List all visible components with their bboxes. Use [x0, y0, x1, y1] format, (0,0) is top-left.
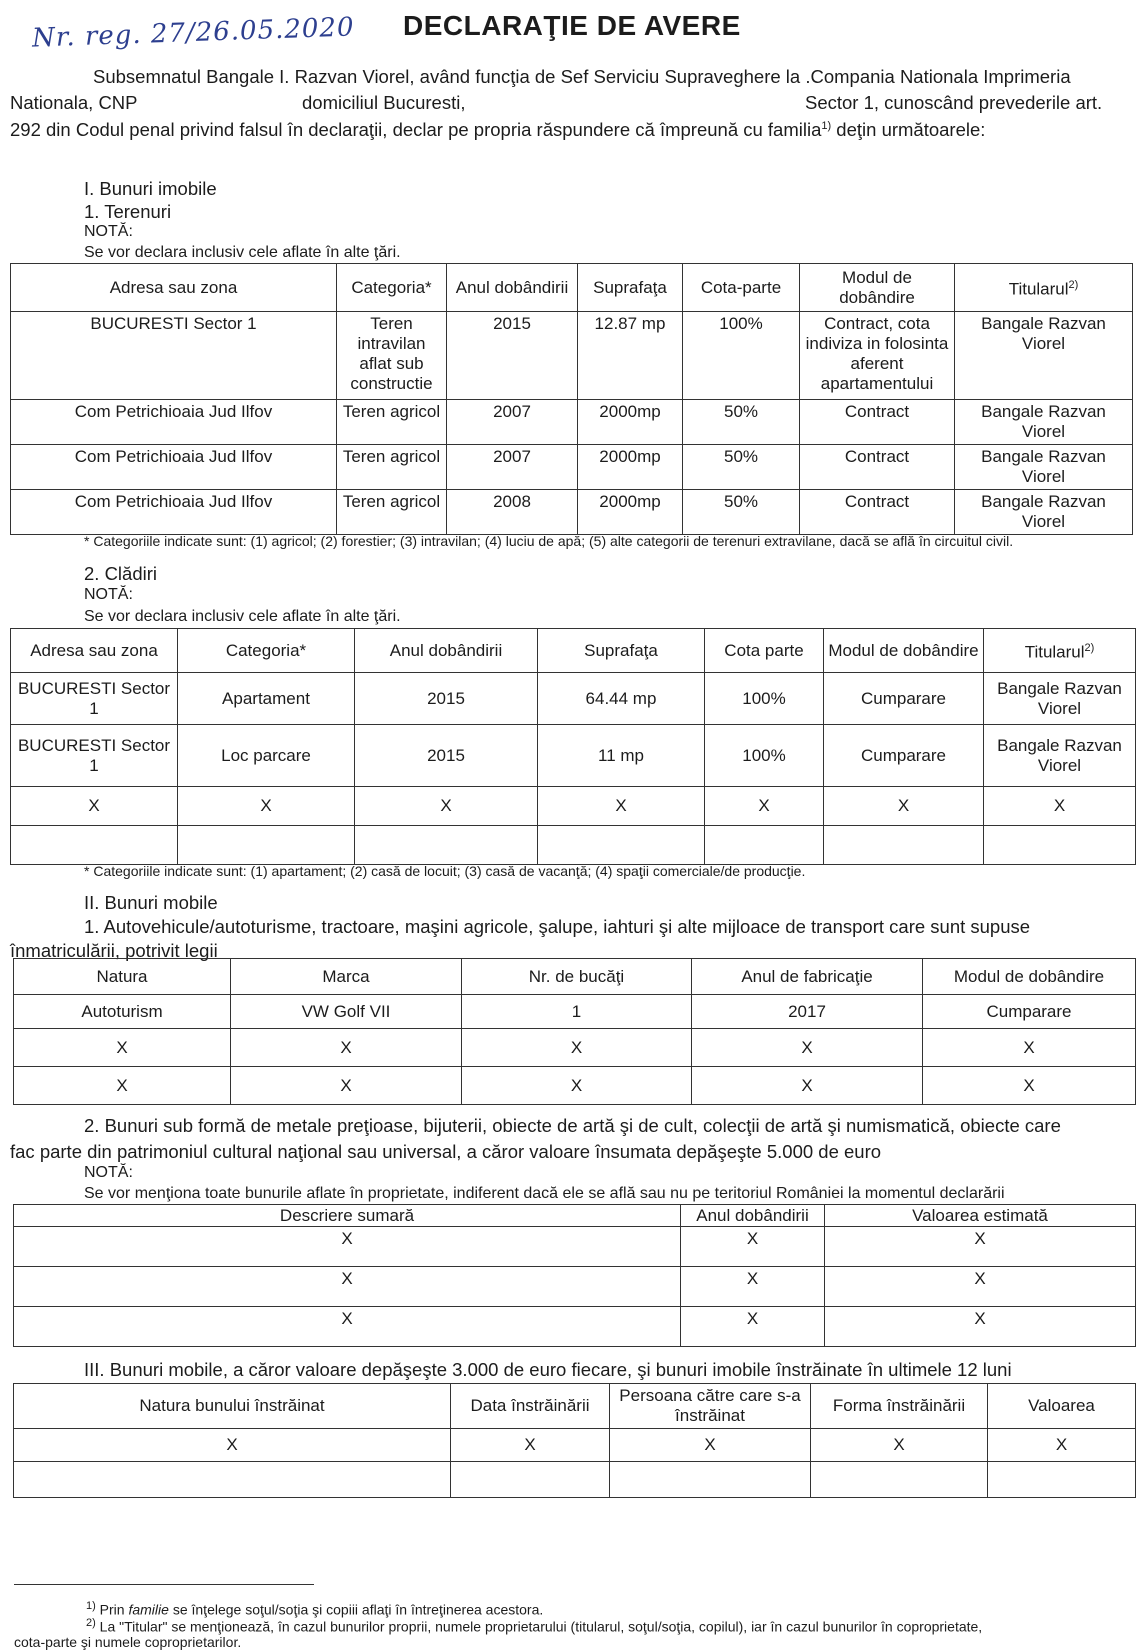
terenuri-footnote: * Categoriile indicate sunt: (1) agricol; (2) forestier; (3) intravilan; (4) luciu de apă; (5) alte categorii de terenuri extravilane, dacă se află în circuitul civil. [84, 533, 1014, 549]
table-cell: Bangale Razvan Viorel [955, 490, 1133, 535]
table-cell: Com Petrichioaia Jud Ilfov [11, 445, 337, 490]
nota-text: Se vor declara inclusiv cele aflate în alte ţări. [84, 244, 401, 261]
table-header-row [14, 1384, 1136, 1429]
table-cell: VW Golf VII [231, 995, 462, 1029]
table-cell: X [825, 1227, 1136, 1267]
table-cell: X [681, 1227, 825, 1267]
table-cell: X [681, 1307, 825, 1347]
table-cell: X [14, 1227, 681, 1267]
table-cell: X [811, 1429, 988, 1462]
column-header: Modul de dobândire [923, 959, 1136, 995]
table-cell: 2015 [355, 725, 538, 787]
table-cell: 100% [705, 673, 824, 725]
table-cell: 2007 [447, 400, 578, 445]
table-cell: 2000mp [578, 490, 683, 535]
table-cell: Contract [800, 490, 955, 535]
page-title: DECLARAŢIE DE AVERE [403, 10, 741, 41]
column-header: Anul dobândirii [355, 629, 538, 673]
table-cell: Contract, cota indiviza in folosinta aferent apartamentului [800, 312, 955, 400]
table-cell: X [705, 787, 824, 826]
table-cell: Com Petrichioaia Jud Ilfov [11, 490, 337, 535]
table-cell: Bangale Razvan Viorel [984, 673, 1136, 725]
intro-line-2a: Nationala, CNP [10, 92, 138, 113]
table-cell: 2015 [447, 312, 578, 400]
bunuri-pretioase-line-2: fac parte din patrimoniul cultural naţional sau universal, a căror valoare însumata depăşeşte 5.000 de euro [10, 1141, 882, 1162]
table-cell: X [231, 1029, 462, 1067]
table-cell [355, 826, 538, 865]
table-cell [14, 1462, 451, 1498]
table-row [11, 787, 1136, 826]
table-cell: X [692, 1029, 923, 1067]
autovehicule-table [13, 958, 1136, 1105]
column-header: Cota parte [705, 629, 824, 673]
table-row [14, 1429, 1136, 1462]
table-row [11, 490, 1133, 535]
column-header: Forma înstrăinării [811, 1384, 988, 1429]
table-row [11, 445, 1133, 490]
intro-line-3: 292 din Codul penal privind falsul în declaraţii, declar pe propria răspundere că împreună cu familia$^{1)}$ deţin următoarele: [10, 119, 986, 141]
instrainate-table [13, 1383, 1136, 1498]
column-header: Persoana către care s-a înstrăinat [610, 1384, 811, 1429]
footnote-2-line-1: $^{2)}$ La "Titular" se menţionează, în cazul bunurilor proprii, numele proprietarului (titularul, soţul/soţia, copilul), iar în cazul bunurilor în coproprietate, [86, 1617, 983, 1635]
table-row [14, 995, 1136, 1029]
table-header-row [11, 264, 1133, 312]
bunuri-pretioase-line-1: 2. Bunuri sub formă de metale preţioase, bijuterii, obiecte de artă şi de cult, colecţii de artă şi numismatică, obiecte care [84, 1115, 1061, 1136]
column-header: Marca [231, 959, 462, 995]
table-row [14, 1307, 1136, 1347]
terenuri-table [10, 263, 1133, 535]
table-cell: X [14, 1429, 451, 1462]
column-header: Data înstrăinării [451, 1384, 610, 1429]
table-cell: Bangale Razvan Viorel [955, 312, 1133, 400]
footnote-2-line-2: cota-parte şi numele coproprietarilor. [14, 1634, 242, 1650]
registration-handwritten-note: Nr. reg. 27/26.05.2020 [31, 12, 355, 54]
table-cell: X [923, 1029, 1136, 1067]
table-cell [824, 826, 984, 865]
table-cell: Teren agricol [337, 490, 447, 535]
table-cell: X [462, 1067, 692, 1105]
column-header: Titularul$^{2)}$ [984, 629, 1136, 673]
bunuri-pretioase-table [13, 1204, 1136, 1347]
table-header-row [14, 1205, 1136, 1227]
table-cell: Apartament [178, 673, 355, 725]
column-header: Adresa sau zona [11, 629, 178, 673]
column-header: Nr. de bucăţi [462, 959, 692, 995]
table-cell: X [681, 1267, 825, 1307]
column-header: Natura [14, 959, 231, 995]
column-header: Adresa sau zona [11, 264, 337, 312]
table-row [11, 673, 1136, 725]
column-header: Modul de dobândire [824, 629, 984, 673]
table-cell: X [988, 1429, 1136, 1462]
table-cell: X [231, 1067, 462, 1105]
subsection-cladiri: 2. Clădiri [84, 563, 157, 584]
footnote-divider [14, 1584, 314, 1585]
table-row [14, 1267, 1136, 1307]
table-cell: Loc parcare [178, 725, 355, 787]
table-cell: Teren intravilan aflat sub constructie [337, 312, 447, 400]
column-header: Categoria* [178, 629, 355, 673]
column-header: Valoarea estimată [825, 1205, 1136, 1227]
table-cell: 100% [683, 312, 800, 400]
table-cell: X [462, 1029, 692, 1067]
table-cell: Teren agricol [337, 400, 447, 445]
table-cell: 64.44 mp [538, 673, 705, 725]
table-row [14, 1462, 1136, 1498]
table-row [11, 400, 1133, 445]
column-header: Categoria* [337, 264, 447, 312]
cladiri-table [10, 628, 1136, 865]
table-cell: BUCURESTI Sector 1 [11, 725, 178, 787]
table-cell: Contract [800, 445, 955, 490]
table-cell: 12.87 mp [578, 312, 683, 400]
table-cell [811, 1462, 988, 1498]
table-cell: X [14, 1067, 231, 1105]
table-cell: X [14, 1307, 681, 1347]
table-cell [984, 826, 1136, 865]
table-cell: 50% [683, 490, 800, 535]
column-header: Anul dobândirii [681, 1205, 825, 1227]
table-row [14, 1029, 1136, 1067]
table-cell: Contract [800, 400, 955, 445]
table-cell: Com Petrichioaia Jud Ilfov [11, 400, 337, 445]
autovehicule-line-2: înmatriculării, potrivit legii [10, 940, 218, 961]
table-cell: BUCURESTI Sector 1 [11, 673, 178, 725]
column-header: Anul de fabricaţie [692, 959, 923, 995]
table-cell [11, 826, 178, 865]
table-cell [451, 1462, 610, 1498]
column-header: Cota-parte [683, 264, 800, 312]
table-header-row [11, 629, 1136, 673]
intro-line-2b: domiciliul Bucuresti, [302, 92, 466, 113]
section-heading-instrainate: III. Bunuri mobile, a căror valoare depăşeşte 3.000 de euro fiecare, şi bunuri imobile înstrăinate în ultimele 12 luni [84, 1359, 1012, 1380]
table-cell: 2007 [447, 445, 578, 490]
table-cell [178, 826, 355, 865]
table-cell: X [355, 787, 538, 826]
table-cell: 2000mp [578, 445, 683, 490]
table-cell: 2017 [692, 995, 923, 1029]
table-cell: Autoturism [14, 995, 231, 1029]
table-cell: X [14, 1029, 231, 1067]
nota-text: Se vor menţiona toate bunurile aflate în proprietate, indiferent dacă ele se află sau nu pe teritoriul României la momentul declarării [84, 1185, 1005, 1202]
table-cell: X [538, 787, 705, 826]
table-cell: Cumparare [824, 673, 984, 725]
section-heading-bunuri-mobile: II. Bunuri mobile [84, 892, 218, 913]
table-row [14, 1227, 1136, 1267]
subsection-terenuri: 1. Terenuri [84, 201, 172, 222]
column-header: Modul de dobândire [800, 264, 955, 312]
nota-text: Se vor declara inclusiv cele aflate în alte ţări. [84, 608, 401, 625]
cladiri-footnote: * Categoriile indicate sunt: (1) apartament; (2) casă de locuit; (3) casă de vacanţă; (4) spaţii comerciale/de producţie. [84, 863, 806, 879]
footnote-1: $^{1)}$ Prin familie se înţelege soţul/soţia şi copiii aflaţi în întreţinerea acestora. [86, 1600, 544, 1618]
table-cell: X [825, 1267, 1136, 1307]
table-cell: X [610, 1429, 811, 1462]
table-cell: X [825, 1307, 1136, 1347]
table-cell: 100% [705, 725, 824, 787]
nota-label: NOTĂ: [84, 586, 133, 603]
table-cell [610, 1462, 811, 1498]
table-cell: Bangale Razvan Viorel [955, 445, 1133, 490]
nota-label: NOTĂ: [84, 1164, 133, 1181]
table-cell: 11 mp [538, 725, 705, 787]
column-header: Valoarea [988, 1384, 1136, 1429]
table-cell: Teren agricol [337, 445, 447, 490]
column-header: Natura bunului înstrăinat [14, 1384, 451, 1429]
table-cell: X [451, 1429, 610, 1462]
nota-label: NOTĂ: [84, 223, 133, 240]
table-cell: X [11, 787, 178, 826]
table-row [14, 1067, 1136, 1105]
intro-line-1: Subsemnatul Bangale I. Razvan Viorel, având funcţia de Sef Serviciu Supraveghere la .Compania Nationala Imprimeria [93, 66, 1071, 87]
table-row [11, 725, 1136, 787]
table-cell: X [824, 787, 984, 826]
section-heading-bunuri-imobile: I. Bunuri imobile [84, 178, 217, 199]
table-cell: Bangale Razvan Viorel [984, 725, 1136, 787]
table-cell: Cumparare [824, 725, 984, 787]
table-cell [705, 826, 824, 865]
table-row [11, 826, 1136, 865]
table-cell: X [923, 1067, 1136, 1105]
table-cell: BUCURESTI Sector 1 [11, 312, 337, 400]
table-header-row [14, 959, 1136, 995]
table-cell: X [14, 1267, 681, 1307]
intro-line-2c: Sector 1, cunoscând prevederile art. [805, 92, 1103, 113]
table-row [11, 312, 1133, 400]
table-cell: 2000mp [578, 400, 683, 445]
autovehicule-line-1: 1. Autovehicule/autoturisme, tractoare, maşini agricole, şalupe, iahturi şi alte mijloace de transport care sunt supuse [84, 916, 1031, 937]
table-cell: Bangale Razvan Viorel [955, 400, 1133, 445]
table-cell: 2015 [355, 673, 538, 725]
table-cell: Cumparare [923, 995, 1136, 1029]
table-cell: 50% [683, 400, 800, 445]
table-cell: 50% [683, 445, 800, 490]
table-cell: 2008 [447, 490, 578, 535]
table-cell [538, 826, 705, 865]
table-cell [988, 1462, 1136, 1498]
table-cell: X [692, 1067, 923, 1105]
column-header: Suprafaţa [538, 629, 705, 673]
table-cell: X [178, 787, 355, 826]
table-cell: X [984, 787, 1136, 826]
column-header: Anul dobândirii [447, 264, 578, 312]
column-header: Suprafaţa [578, 264, 683, 312]
table-cell: 1 [462, 995, 692, 1029]
column-header: Descriere sumară [14, 1205, 681, 1227]
column-header: Titularul$^{2)}$ [955, 264, 1133, 312]
